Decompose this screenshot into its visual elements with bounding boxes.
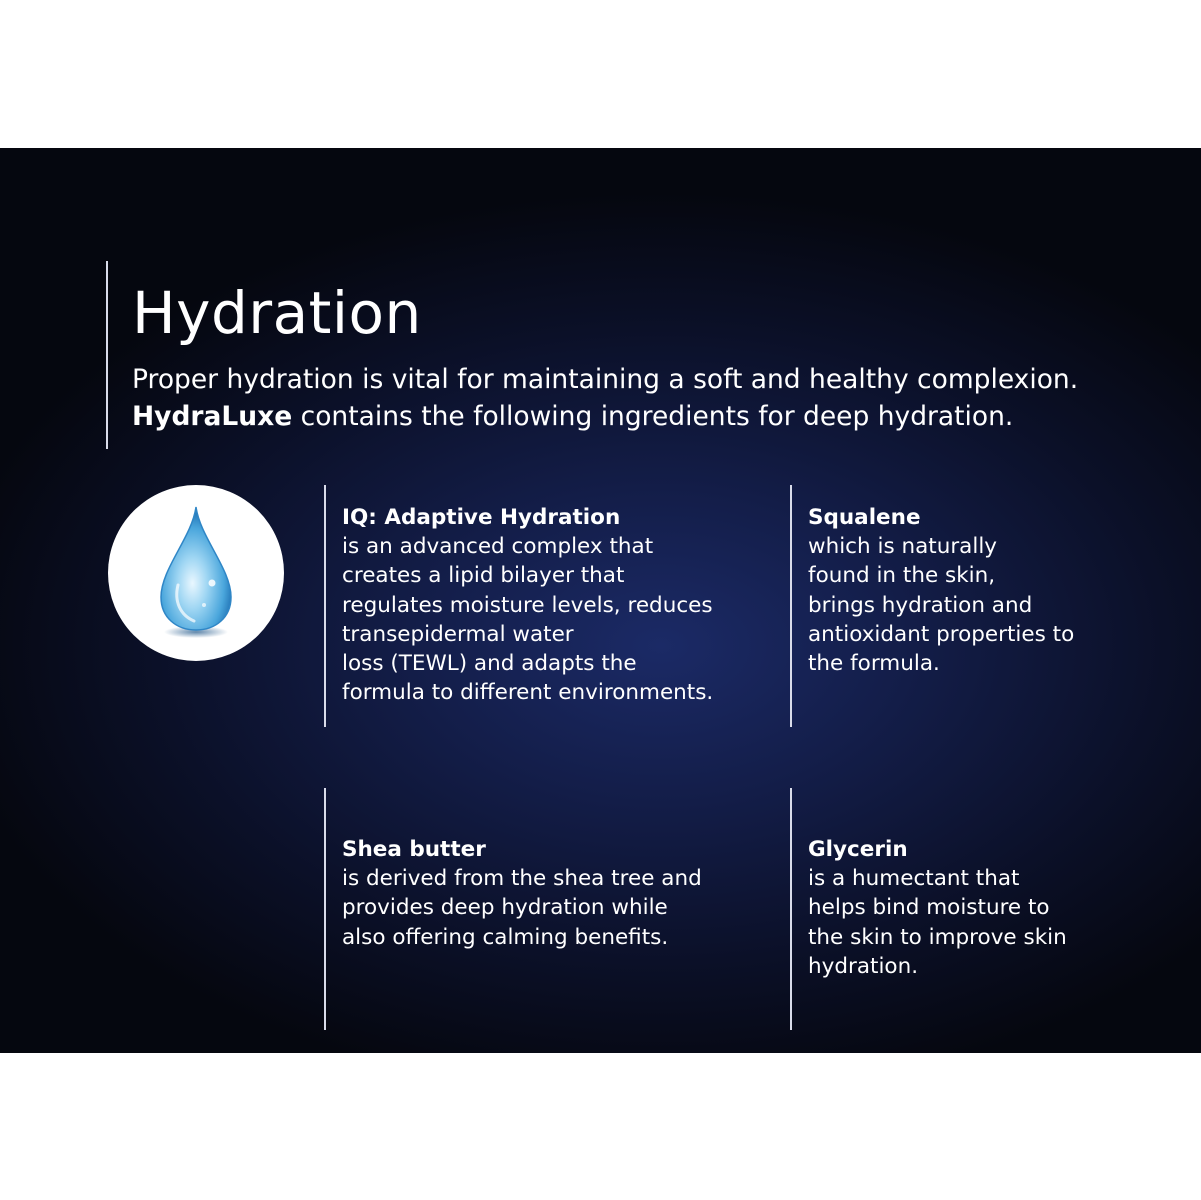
feature-description: which is naturally found in the skin, brings hydration and antioxidant properties to the formula.	[808, 534, 1075, 677]
feature-description: is an advanced complex that creates a lipid bilayer that regulates moisture levels, reduces transepidermal water loss (TEWL) and adapts the formula to different environments.	[342, 534, 714, 706]
feature-name: IQ: Adaptive Hydration	[342, 505, 621, 530]
feature-glycerin	[790, 788, 1190, 1030]
hydration-banner	[0, 148, 1201, 1053]
icon-badge	[108, 485, 284, 661]
feature-description: is derived from the shea tree and provides deep hydration while also offering calming benefits.	[342, 866, 702, 950]
feature-description: is a humectant that helps bind moisture to the skin to improve skin hydration.	[808, 866, 1067, 979]
intro-divider	[106, 261, 108, 449]
water-drop-icon	[108, 485, 284, 661]
feature-name: Glycerin	[808, 837, 908, 862]
feature-squalene	[790, 485, 1190, 727]
intro-text	[132, 361, 1172, 435]
feature-name: Squalene	[808, 505, 921, 530]
brand-name: HydraLuxe	[132, 401, 293, 432]
feature-shea-butter	[324, 788, 744, 1030]
feature-iq-adaptive-hydration	[324, 485, 744, 727]
intro-line-2: contains the following ingredients for deep hydration.	[292, 401, 1014, 432]
feature-name: Shea butter	[342, 837, 486, 862]
page-title: Hydration	[132, 279, 422, 347]
intro-line-1: Proper hydration is vital for maintaining a soft and healthy complexion.	[132, 364, 1079, 395]
